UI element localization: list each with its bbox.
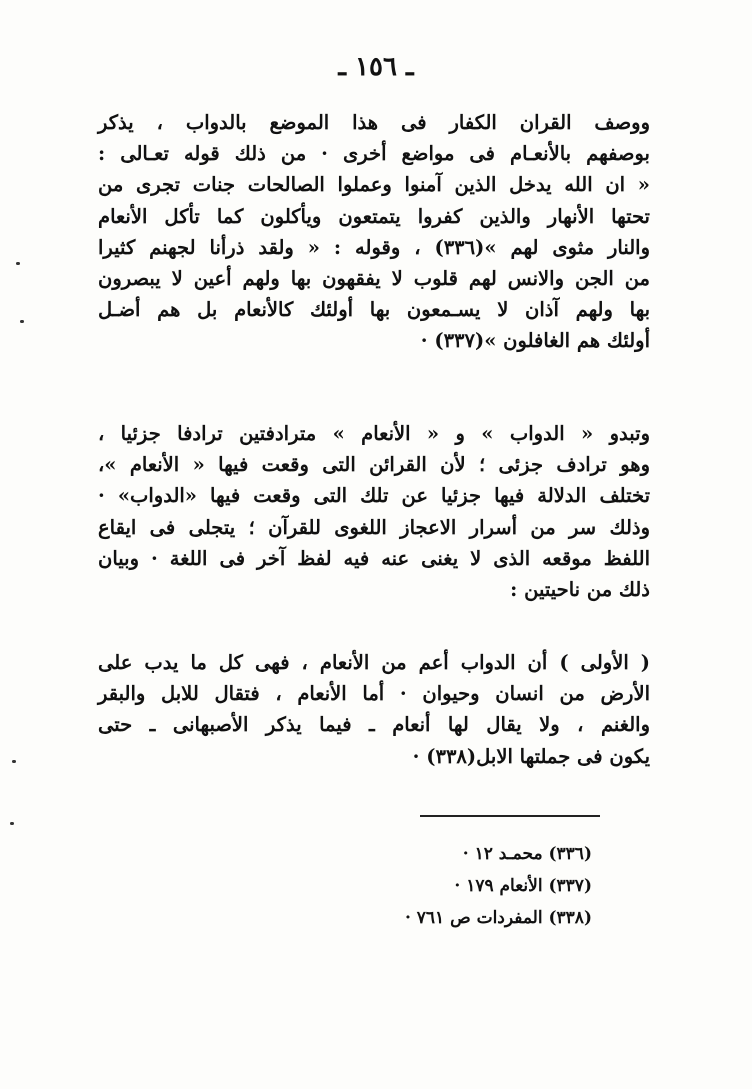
paragraph-3 xyxy=(98,647,650,772)
text-line: بها ولهم آذان لا يسـمعون بها أولئك كالأنعام بل هم أضـل xyxy=(98,298,650,322)
text-line: والغنم ، ولا يقال لها أنعام ـ فيما يذكر الأصبهانى ـ حتى xyxy=(98,713,650,737)
scan-speck xyxy=(16,262,20,265)
footnote-336: (٣٣٦) محمـد ١٢ · xyxy=(462,844,592,864)
paragraph-1 xyxy=(98,107,650,357)
page-number: ـ ١٥٦ ـ xyxy=(338,52,414,82)
text-line: ذلك من ناحيتين : xyxy=(510,578,650,602)
text-line: ( الأولى ) أن الدواب أعم من الأنعام ، فهى كل ما يدب على xyxy=(98,651,650,674)
text-line: تختلف الدلالة فيها جزئيا عن تلك التى وقعت فيها «الدواب» · xyxy=(98,484,650,508)
scan-speck xyxy=(12,760,16,763)
text-line: بوصفهم بالأنعـام فى مواضع أخرى · من ذلك قوله تعـالى : xyxy=(98,142,650,166)
scan-speck xyxy=(10,822,14,825)
text-line: اللفظ موقعه الذى لا يغنى عنه فيه لفظ آخر فى اللغة · وبيان xyxy=(98,546,650,570)
text-line: وتبدو « الدواب » و « الأنعام » مترادفتين ترادفا جزئيا ، xyxy=(98,422,650,445)
text-line: الأرض من انسان وحيوان · أما الأنعام ، فتقال للابل والبقر xyxy=(98,682,650,706)
text-line: أولئك هم الغافلون »(٣٣٧) · xyxy=(420,329,650,353)
text-line: وذلك سر من أسرار الاعجاز اللغوى للقرآن ؛ يتجلى فى ايقاع xyxy=(98,515,650,539)
text-line: يكون فى جملتها الابل(٣٣٨) · xyxy=(412,744,650,768)
text-line: والنار مثوى لهم »(٣٣٦) ، وقوله : « ولقد ذرأنا لجهنم كثيرا xyxy=(98,235,650,259)
text-line: من الجن والانس لهم قلوب لا يفقهون بها ولهم أعين لا يبصرون xyxy=(98,267,650,291)
footnote-divider xyxy=(420,815,600,817)
text-line: وهو ترادف جزئى ؛ لأن القرائن التى وقعت فيها « الأنعام »، xyxy=(98,453,650,477)
text-line: تحتها الأنهار والذين كفروا يتمتعون ويأكلون كما تأكل الأنعام xyxy=(98,204,650,228)
footnote-338: (٣٣٨) المفردات ص ٧٦١ · xyxy=(404,908,592,928)
footnote-337: (٣٣٧) الأنعام ١٧٩ · xyxy=(454,876,592,896)
paragraph-2 xyxy=(98,418,650,605)
text-line: « ان الله يدخل الذين آمنوا وعملوا الصالحات جنات تجرى من xyxy=(98,173,650,197)
footnotes xyxy=(332,838,592,934)
text-line: ووصف القران الكفار فى هذا الموضع بالدواب ، يذكر xyxy=(98,111,650,134)
scan-speck xyxy=(20,320,24,323)
